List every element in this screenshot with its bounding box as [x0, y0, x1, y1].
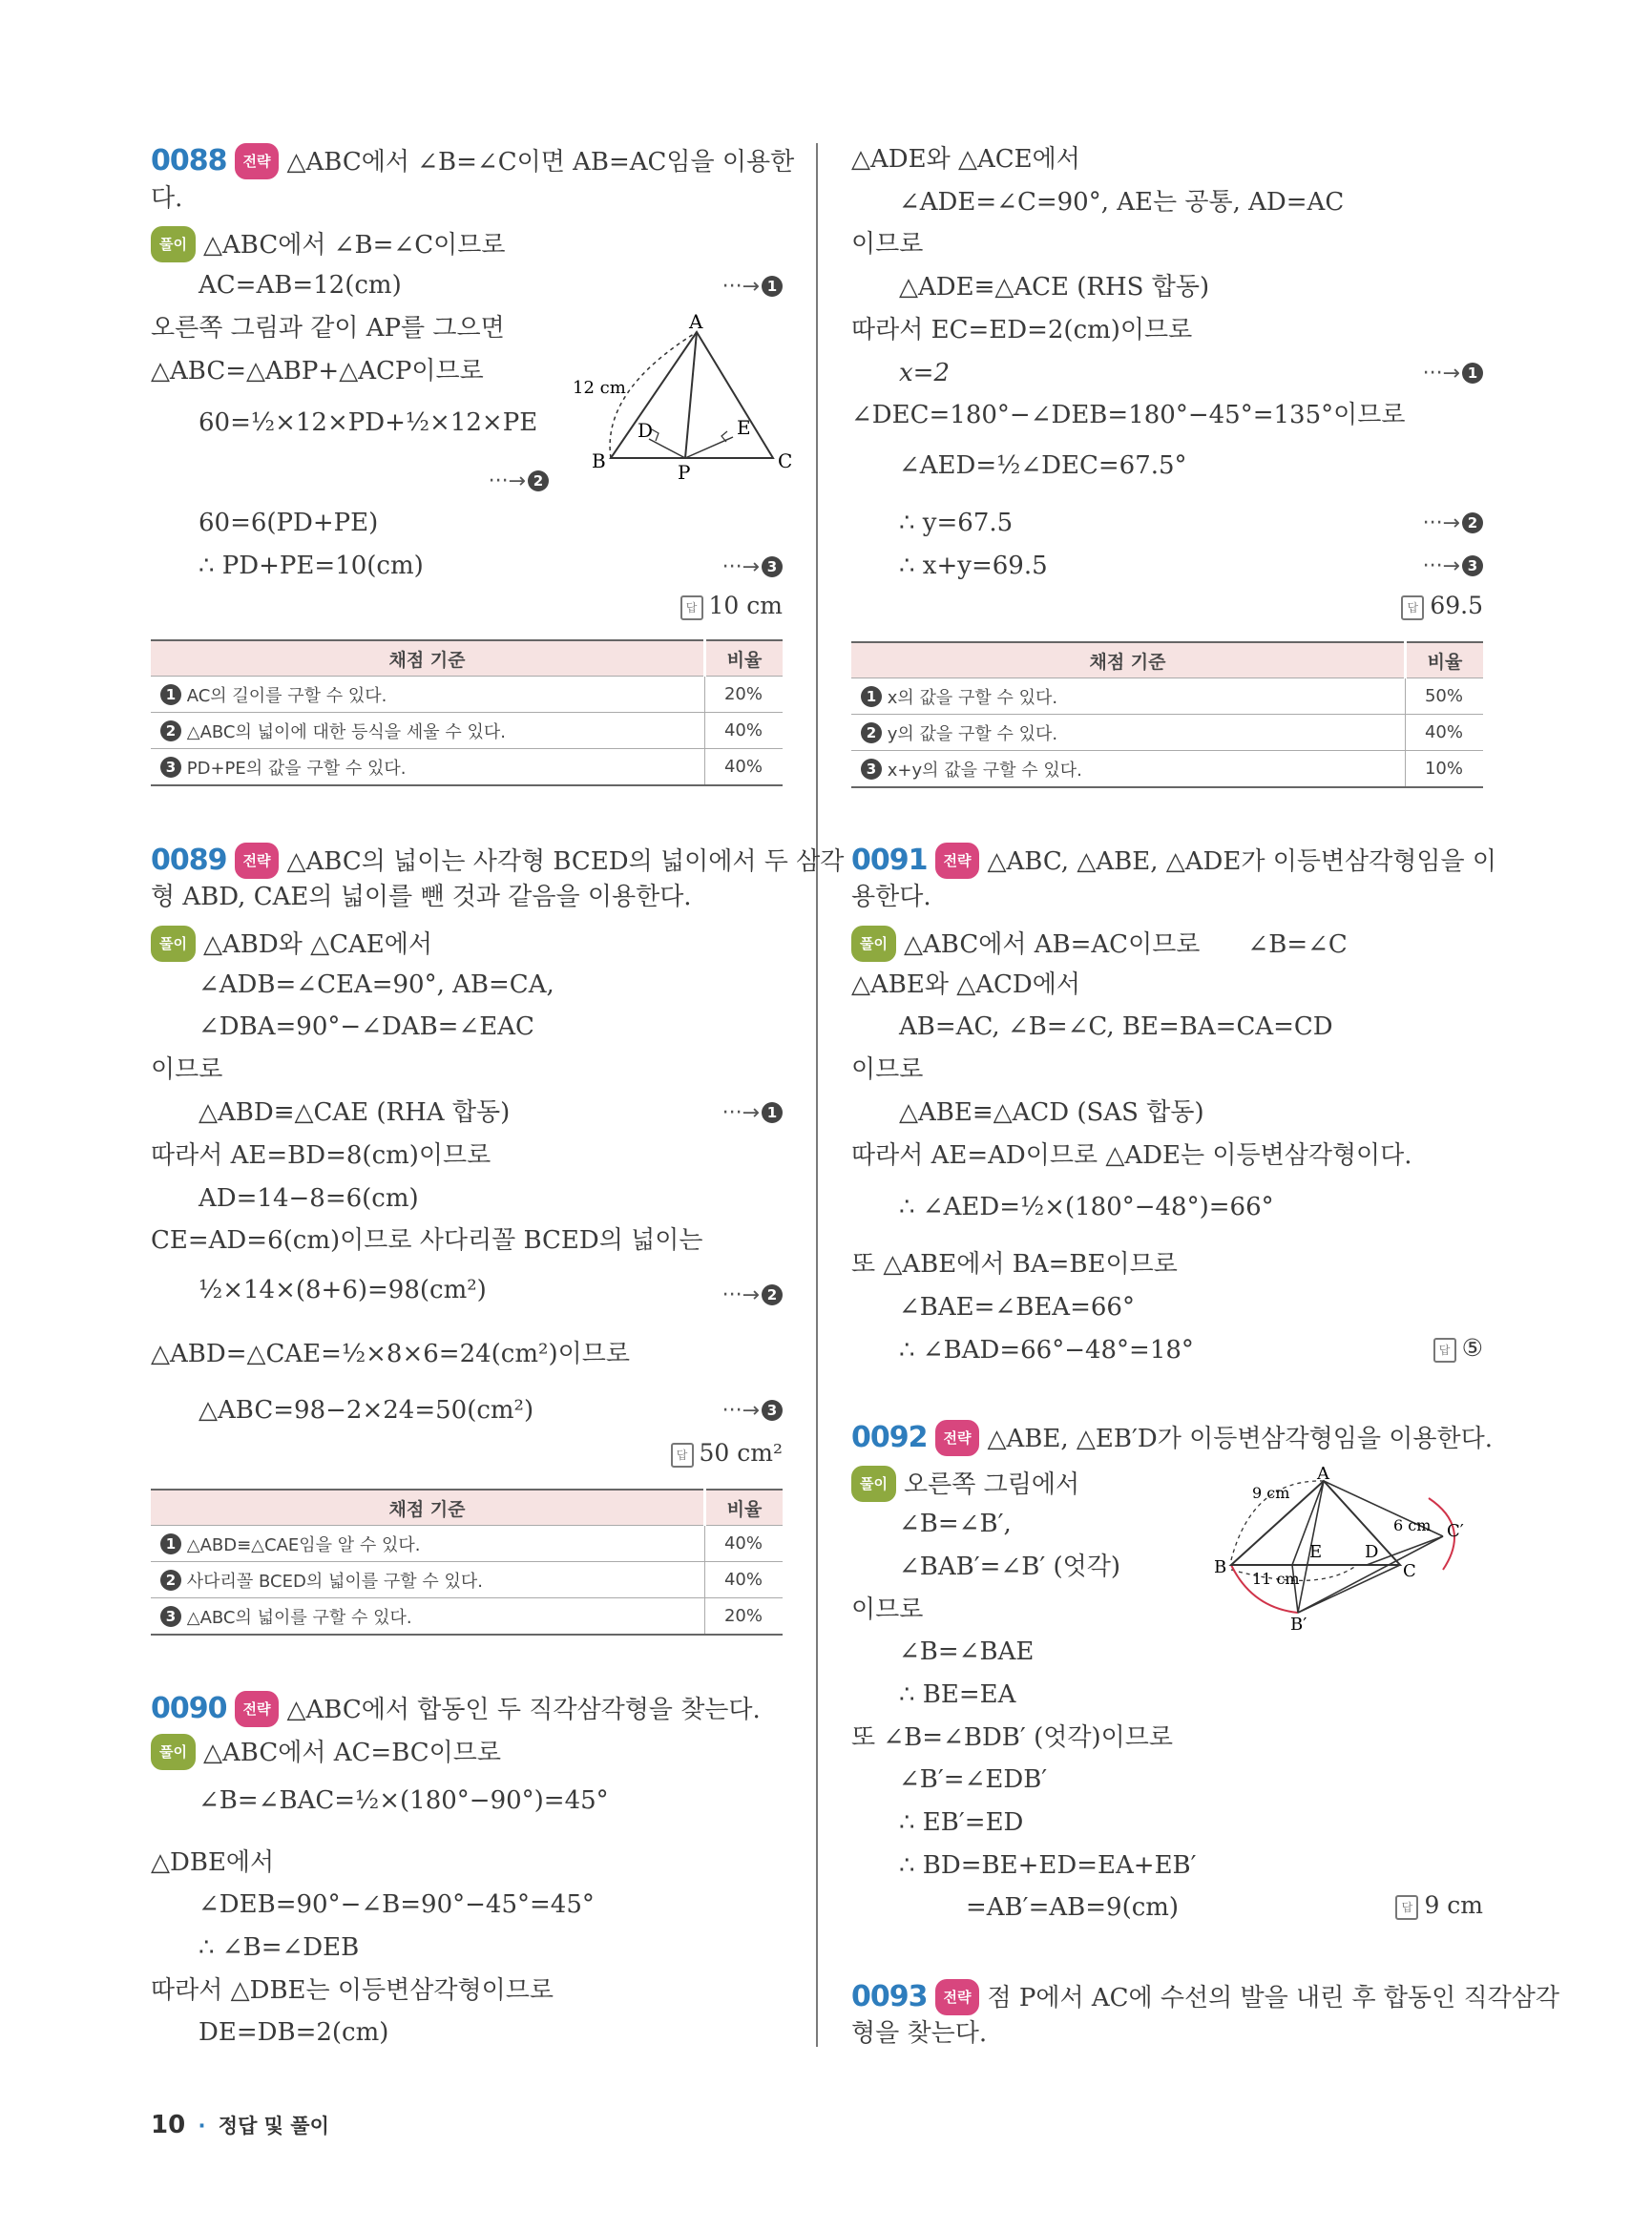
svg-text:E: E — [1309, 1542, 1323, 1562]
solution-text: △ABC에서 ∠B=∠C이므로 — [202, 231, 506, 260]
answer-icon: 답 — [680, 595, 703, 620]
label-E: E — [737, 416, 751, 439]
solution-line: △ABC=98−2×24=50(cm²) — [199, 1396, 534, 1425]
solution-line: 이므로 — [851, 1595, 924, 1624]
step-marker: ···→ 2 — [722, 1283, 783, 1307]
solution-line: ∠B=∠BAE — [899, 1637, 1035, 1666]
solution-line: 따라서 EC=ED=2(cm)이므로 — [851, 316, 1193, 344]
solution-line: ∴ PD+PE=10(cm) — [199, 552, 424, 580]
solution-line: 60=½×12×PD+½×12×PE — [199, 408, 538, 437]
solution-line: ∴ y=67.5 — [899, 509, 1014, 537]
svg-text:6 cm: 6 cm — [1393, 1516, 1432, 1534]
solution-line: ∴ EB′=ED — [899, 1808, 1024, 1837]
solution-line: DE=DB=2(cm) — [199, 2018, 389, 2047]
step-marker: ···→ 3 — [722, 1399, 783, 1423]
answer: 답 69.5 — [1401, 592, 1483, 620]
solution-line: ∠AED=½∠DEC=67.5° — [899, 451, 1187, 480]
solution-line: ∴ ∠AED=½×(180°−48°)=66° — [899, 1193, 1274, 1221]
grading-table-0089: 채점 기준 비율 1 △ABD≡△CAE임을 알 수 있다. 40% 2 사다리꼴 BCED의 넓이를 구할 수 있다. 40% 3 △ABC의 넓이를 구할 수 있다. 20% — [151, 1489, 783, 1636]
problem-0092-header: 0092 전략 △ABE, △EB′D가 이등변삼각형임을 이용한다. — [851, 1421, 1494, 1454]
svg-text:C′: C′ — [1447, 1521, 1464, 1541]
table-row: 2 사다리꼴 BCED의 넓이를 구할 수 있다. 40% — [151, 1562, 783, 1598]
svg-text:11 cm: 11 cm — [1252, 1570, 1300, 1588]
table-row: 3 PD+PE의 값을 구할 수 있다. 40% — [151, 749, 783, 786]
step-marker: ···→ 3 — [1423, 554, 1483, 578]
answer — [680, 592, 783, 620]
solution-line: ∴ x+y=69.5 — [899, 552, 1048, 580]
solution-line: ∴ ∠B=∠DEB — [199, 1933, 360, 1962]
solution-line: △ABD≡△CAE (RHA 합동) — [199, 1098, 511, 1127]
problem-number: 0089 — [151, 844, 227, 877]
step-marker: ···→ 1 — [1423, 362, 1483, 386]
solution-line: ∠ADB=∠CEA=90°, AB=CA, — [199, 970, 554, 999]
solution-line: ½×14×(8+6)=98(cm²) — [199, 1276, 487, 1304]
problem-0090-header: 0090 전략 △ABC에서 합동인 두 직각삼각형을 찾는다. — [151, 1692, 761, 1725]
label-B: B — [592, 449, 606, 472]
solution-line: 풀이 △ABC에서 AB=AC이므로 ∠B=∠C — [851, 926, 1348, 962]
solution-line: △DBE에서 — [151, 1848, 275, 1877]
solution-line: ∠B′=∠EDB′ — [899, 1765, 1048, 1794]
label-A: A — [689, 310, 703, 333]
solution-line: 이므로 — [151, 1055, 223, 1084]
svg-text:9 cm: 9 cm — [1252, 1484, 1290, 1502]
strategy-text-cont: 용한다. — [851, 883, 931, 911]
strategy-text-cont: 다. — [151, 184, 183, 213]
solution-tag: 풀이 — [151, 926, 196, 962]
solution-line: ∠ADE=∠C=90°, AE는 공통, AD=AC — [899, 188, 1345, 217]
strategy-text: △ABC에서 ∠B=∠C이면 AB=AC임을 이용한 — [286, 148, 795, 177]
table-row: 3 x+y의 값을 구할 수 있다. 10% — [851, 751, 1483, 788]
solution-line — [151, 226, 505, 262]
solution-line: △ADE와 △ACE에서 — [851, 145, 1080, 174]
strategy-tag: 전략 — [235, 843, 280, 879]
solution-line: △ABE와 △ACD에서 — [851, 970, 1080, 999]
solution-line: AD=14−8=6(cm) — [199, 1184, 419, 1213]
solution-line: 또 △ABE에서 BA=BE이므로 — [851, 1250, 1178, 1279]
solution-line: 이므로 — [851, 1055, 924, 1084]
strategy-text-cont: 형 ABD, CAE의 넓이를 뺀 것과 같음을 이용한다. — [151, 883, 692, 911]
table-row: 1 x의 값을 구할 수 있다. 50% — [851, 678, 1483, 715]
svg-text:C: C — [1403, 1561, 1416, 1581]
solution-line: ∠DEB=90°−∠B=90°−45°=45° — [199, 1890, 595, 1919]
solution-line: ∠DEC=180°−∠DEB=180°−45°=135°이므로 — [851, 401, 1406, 429]
step-marker: ···→ 1 — [722, 275, 783, 299]
svg-text:D: D — [1365, 1542, 1379, 1562]
solution-line: 오른쪽 그림과 같이 AP를 그으면 — [151, 314, 505, 343]
solution-line: 또 ∠B=∠BDB′ (엇각)이므로 — [851, 1723, 1173, 1752]
solution-line: 따라서 △DBE는 이등변삼각형이므로 — [151, 1976, 554, 2005]
svg-text:A: A — [1317, 1464, 1329, 1484]
answer: 답 50 cm² — [671, 1439, 784, 1468]
grading-table-0090: 채점 기준 비율 1 x의 값을 구할 수 있다. 50% 2 y의 값을 구할 수 있다. 40% 3 x+y의 값을 구할 수 있다. 10% — [851, 641, 1483, 788]
table-row: 2 y의 값을 구할 수 있다. 40% — [851, 715, 1483, 751]
solution-line: 풀이 △ABC에서 AC=BC이므로 — [151, 1734, 501, 1770]
solution-line: AB=AC, ∠B=∠C, BE=BA=CA=CD — [899, 1012, 1333, 1041]
page-footer: 10 · 정답 및 풀이 — [151, 2111, 329, 2139]
step-marker: ···→ 2 — [489, 469, 549, 493]
solution-line: ∴ BD=BE+ED=EA+EB′ — [899, 1851, 1197, 1880]
strategy-text: △ABC의 넓이는 사각형 BCED의 넓이에서 두 삼각 — [286, 847, 845, 876]
step-marker: ···→ 2 — [1423, 511, 1483, 535]
criteria-ratio-header: 비율 — [705, 640, 784, 677]
solution-line: ∠BAB′=∠B′ (엇각) — [899, 1553, 1121, 1581]
page-label: 정답 및 풀이 — [218, 2115, 329, 2137]
solution-line: 풀이 오른쪽 그림에서 — [851, 1466, 1079, 1502]
solution-tag: 풀이 — [151, 226, 196, 262]
answer: 답 9 cm — [1395, 1891, 1483, 1920]
strategy-text-cont: 형을 찾는다. — [851, 2019, 988, 2048]
label-C: C — [778, 449, 793, 472]
answer: 답 ⑤ — [1433, 1334, 1483, 1363]
solution-line: 이므로 — [851, 230, 924, 259]
solution-line: CE=AD=6(cm)이므로 사다리꼴 BCED의 넓이는 — [151, 1226, 703, 1255]
solution-line: △ADE≡△ACE (RHS 합동) — [899, 273, 1210, 302]
problem-number: 0088 — [151, 144, 227, 177]
svg-text:B′: B′ — [1290, 1615, 1307, 1635]
svg-text:B: B — [1214, 1557, 1227, 1577]
step-marker: ···→ 3 — [722, 555, 783, 579]
table-row: 1 △ABD≡△CAE임을 알 수 있다. 40% — [151, 1526, 783, 1562]
solution-line: ∴ BE=EA — [899, 1680, 1016, 1709]
problem-0088-header — [151, 143, 794, 179]
figure-0092 — [1214, 1464, 1491, 1635]
table-row: 2 △ABC의 넓이에 대한 등식을 세울 수 있다. 40% — [151, 713, 783, 749]
table-row: 3 △ABC의 넓이를 구할 수 있다. 20% — [151, 1598, 783, 1636]
solution-line: AC=AB=12(cm) — [199, 271, 402, 300]
label-D: D — [638, 419, 654, 442]
solution-line: ∠DBA=90°−∠DAB=∠EAC — [199, 1012, 534, 1041]
solution-line: x=2 — [899, 359, 950, 387]
answer-icon: 답 — [671, 1443, 694, 1468]
problem-0093-header: 0093 전략 점 P에서 AC에 수선의 발을 내린 후 합동인 직각삼각 — [851, 1980, 1559, 2013]
solution-line: ∴ ∠BAD=66°−48°=18° — [899, 1336, 1194, 1365]
page-number: 10 — [151, 2111, 186, 2139]
problem-0091-header: 0091 전략 △ABC, △ABE, △ADE가 이등변삼각형임을 이 — [851, 844, 1497, 877]
answer-value: 10 cm — [708, 592, 783, 619]
solution-line: △ABC=△ABP+△ACP이므로 — [151, 357, 484, 386]
solution-line: ∠BAE=∠BEA=66° — [899, 1293, 1135, 1322]
strategy-tag: 전략 — [235, 143, 280, 179]
solution-line: ∠B=∠BAC=½×(180°−90°)=45° — [199, 1786, 609, 1815]
solution-line: ∠B=∠B′, — [899, 1510, 1012, 1538]
solution-line: 풀이 △ABD와 △CAE에서 — [151, 926, 432, 962]
table-row: 1 AC의 길이를 구할 수 있다. 20% — [151, 677, 783, 713]
problem-0089-header — [151, 843, 844, 879]
solution-line: 따라서 AE=AD이므로 △ADE는 이등변삼각형이다. — [851, 1141, 1412, 1170]
solution-line: =AB′=AB=9(cm) — [966, 1893, 1180, 1922]
solution-line: △ABD=△CAE=½×8×6=24(cm²)이므로 — [151, 1340, 630, 1368]
solution-line: 60=6(PD+PE) — [199, 509, 379, 537]
solution-line: 따라서 AE=BD=8(cm)이므로 — [151, 1141, 491, 1170]
step-marker: ···→ 1 — [722, 1101, 783, 1125]
label-length: 12 cm — [573, 378, 626, 398]
solution-line: △ABE≡△ACD (SAS 합동) — [899, 1098, 1204, 1127]
criteria-title: 채점 기준 — [151, 640, 705, 677]
grading-table-0088 — [151, 639, 783, 786]
label-P: P — [678, 461, 691, 484]
